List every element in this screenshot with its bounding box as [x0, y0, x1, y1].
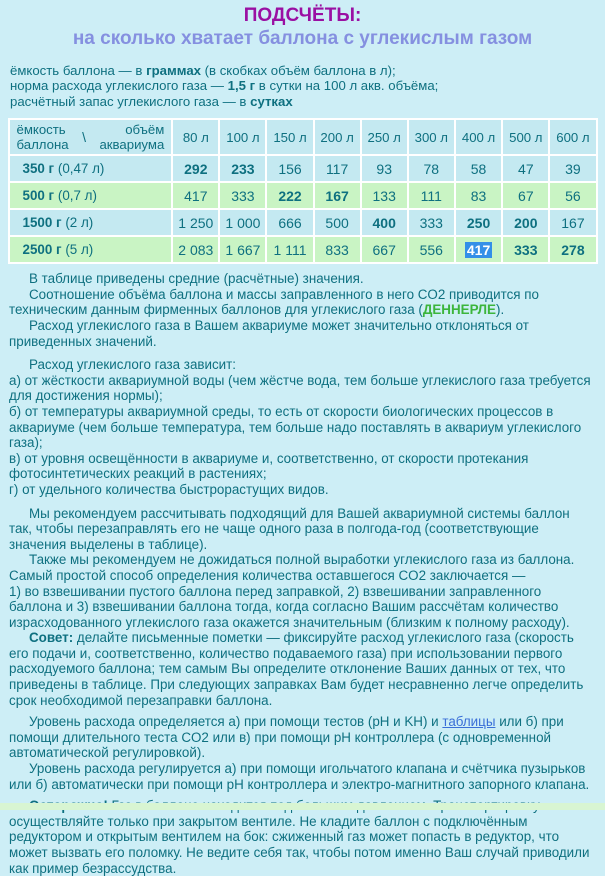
- table-cell: 133: [362, 183, 407, 208]
- table-row: [10, 210, 596, 235]
- table-row: [10, 183, 596, 208]
- table-cell: 667: [362, 237, 407, 262]
- table-cell: 200: [503, 210, 548, 235]
- table-cell: 117: [315, 156, 360, 181]
- column-header: 150 л: [267, 120, 312, 154]
- column-header: 100 л: [220, 120, 265, 154]
- intro-notes: [10, 63, 605, 109]
- column-header: 300 л: [409, 120, 454, 154]
- table-cell: 278: [550, 237, 595, 262]
- dennerle-link[interactable]: ДЕННЕРЛЕ: [422, 302, 496, 318]
- note-dennerle-pre: Соотношение объёма баллона и массы заправленного в него CO2 приводится по техническим данным фирменных баллонов для углекислого газа (: [9, 286, 539, 318]
- table-cell: 167: [315, 183, 360, 208]
- table-cell: 58: [456, 156, 501, 181]
- table-cell: 400: [362, 210, 407, 235]
- table-row: [10, 237, 596, 262]
- table-cell: 666: [267, 210, 312, 235]
- table-cell: 56: [550, 183, 595, 208]
- table-cell: 78: [409, 156, 454, 181]
- intro-capacity-pre: ёмкость баллона — в: [10, 63, 147, 78]
- intro-reserve-pre: расчётный запас углекислого газа — в: [10, 93, 251, 109]
- recommend-weighing-steps: 1) во взвешивании пустого баллона перед заправкой, 2) взвешивании заправленного баллона и 3) взвешивании баллона тогда, когда согласно Вашим рассчётам количество израсходованного углекислого газа окажется значительным (близким к полному расходу).: [9, 583, 570, 630]
- table-cell: 1 250: [173, 210, 218, 235]
- recommend-weighing-intro: Также мы рекомендуем не дожидаться полной выработки углекислого газа из баллона. Самый простой способ определения количества оставшегося CO2 заключается —: [9, 552, 575, 583]
- column-header: 500 л: [503, 120, 548, 154]
- column-header: 200 л: [315, 120, 360, 154]
- corner-header: [10, 120, 172, 154]
- level-measure-pre: Уровень расхода определяется а) при помощи тестов (pH и KH) и: [29, 714, 443, 730]
- tip-label: Совет:: [29, 630, 74, 646]
- note-deviation: Расход углекислого газа в Вашем аквариуме может значительно отклоняться от приведенных значений.: [9, 318, 529, 349]
- table-cell: 83: [456, 183, 501, 208]
- column-header: 250 л: [362, 120, 407, 154]
- row-header: 2500 г (5 л): [10, 237, 172, 262]
- header-row: [10, 120, 596, 154]
- diagonal-slash: \: [82, 128, 86, 145]
- article-body: [9, 271, 596, 876]
- note-dennerle: [9, 287, 596, 318]
- table-cell: 156: [267, 156, 312, 181]
- column-header: 600 л: [550, 120, 595, 154]
- level-measure-post: или б) при помощи длительного теста CO2 или в) при помощи pH контроллера (с одновременной автоматической регулировкой).: [9, 714, 564, 761]
- table-cell: 833: [315, 237, 360, 262]
- recommend-refill: Мы рекомендуем рассчитывать подходящий для Вашей аквариумной системы баллон так, чтобы перезаправлять его не чаще одного раза в полгода-год (соответствующие значения выделены в таблице).: [9, 505, 570, 552]
- row-header: 350 г (0,47 л): [10, 156, 172, 181]
- depends-item-v: в) от уровня освещённости в аквариуме и, соответственно, от скорости протекания фотосинтетических реакций в растениях;: [9, 450, 529, 482]
- tables-link[interactable]: таблицы: [442, 714, 496, 730]
- co2-table: [8, 118, 598, 264]
- level-measure-paragraph: [9, 714, 596, 761]
- table-cell: 39: [550, 156, 595, 181]
- corner-right-label: объём аквариума: [99, 122, 165, 153]
- row-header: 500 г (0,7 л): [10, 183, 172, 208]
- table-cell: 167: [550, 210, 595, 235]
- table-cell: 222: [267, 183, 312, 208]
- table-cell: 417: [173, 183, 218, 208]
- table-cell: 333: [503, 237, 548, 262]
- table-cell: 111: [409, 183, 454, 208]
- depends-item-a: а) от жёсткости аквариумной воды (чем жёстче вода, тем больше углекислого газа требуется для достижения нормы);: [9, 372, 591, 404]
- table-cell: 47: [503, 156, 548, 181]
- intro-rate-pre: норма расхода углекислого газа —: [10, 78, 228, 94]
- intro-reserve-line: [10, 94, 605, 109]
- table-cell: 67: [503, 183, 548, 208]
- selected-value: 417: [466, 241, 491, 258]
- tip-paragraph: [9, 630, 596, 708]
- intro-capacity-post: (в скобках объём баллона в л);: [200, 63, 396, 78]
- row-header: 1500 г (2 л): [10, 210, 172, 235]
- note-average-values: В таблице приведены средние (расчётные) значения.: [29, 271, 364, 287]
- table-cell: [456, 237, 501, 262]
- table-cell: 333: [409, 210, 454, 235]
- depends-heading: Расход углекислого газа зависит:: [29, 357, 237, 373]
- column-header: 400 л: [456, 120, 501, 154]
- corner-left-label: ёмкость баллона: [16, 122, 69, 153]
- note-dennerle-post: ).: [496, 302, 505, 318]
- intro-rate-bold: 1,5 г: [227, 78, 256, 94]
- intro-rate-line: [10, 78, 605, 93]
- table-row: [10, 156, 596, 181]
- table-cell: 93: [362, 156, 407, 181]
- table-cell: 333: [220, 183, 265, 208]
- table-cell: 292: [173, 156, 218, 181]
- table-cell: 233: [220, 156, 265, 181]
- intro-rate-post: в сутки на 100 л акв. объёма;: [255, 78, 439, 94]
- table-cell: 500: [315, 210, 360, 235]
- table-cell: 250: [456, 210, 501, 235]
- page-subtitle: на сколько хватает баллона с углекислым газом: [72, 28, 533, 49]
- page-title: ПОДСЧЁТЫ:: [243, 5, 362, 26]
- depends-item-g: г) от удельного количества быстрорастущих видов.: [9, 481, 329, 497]
- tip-text: делайте письменные пометки — фиксируйте расход углекислого газа (скорость его подачи и, соответственно, количество подаваемого газа) при использовании первого расходуемого баллона; тем самым Вы определите отклонение Ваших данных от тех, что приведены в таблице. При следующих заправках Вам будет несравненно легче определить срок необходимой перезаправки баллона.: [9, 630, 584, 708]
- intro-capacity-bold: граммах: [146, 63, 201, 78]
- column-header: 80 л: [173, 120, 218, 154]
- level-regulate-paragraph: Уровень расхода регулируется а) при помощи игольчатого клапана и счётчика пузырьков или б) автоматически при помощи pH контроллера и электро-магнитного запорного клапана.: [9, 761, 590, 792]
- table-cell: 1 667: [220, 237, 265, 262]
- table-cell: 2 083: [173, 237, 218, 262]
- intro-capacity-line: [10, 63, 605, 78]
- depends-item-b: б) от температуры аквариумной среды, то есть от скорости биологических процессов в аквариуме (чем больше температура, тем больше надо поставлять в аквариум углекислого газа);: [9, 403, 582, 451]
- warning-text: осуществляйте только при закрытом вентиле. Не кладите баллон с подключённым редуктором и открытым вентилем на бок: сжиженный газ может попасть в редуктор, что может вызвать его поломку. Не ведите себя так, чтобы потом именно Ваш случай приводили как пример безрассудства.: [9, 813, 590, 876]
- table-cell: 1 111: [267, 237, 312, 262]
- intro-reserve-bold: сутках: [250, 93, 293, 109]
- table-cell: 556: [409, 237, 454, 262]
- bottom-bar: [0, 803, 605, 810]
- table-cell: 1 000: [220, 210, 265, 235]
